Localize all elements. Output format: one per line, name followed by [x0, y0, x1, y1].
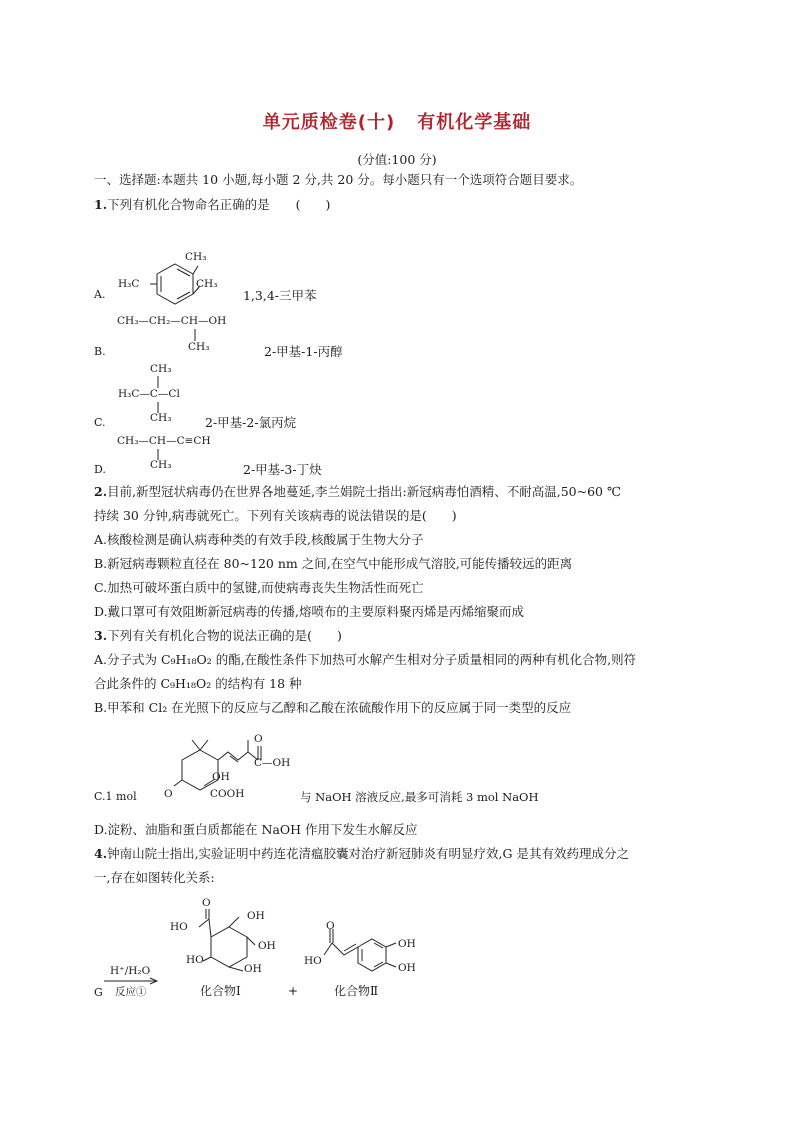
struct-a-ch3-top: CH₃: [185, 251, 207, 263]
c2-o: O: [326, 920, 335, 932]
question-3-option-a-line2: 合此条件的 C₉H₁₈O₂ 的结构有 18 种: [94, 676, 302, 691]
q3c-oh: OH: [212, 771, 230, 783]
section-heading: 一、选择题:本题共 10 小题,每小题 2 分,共 20 分。每小题只有一个选项符合题目要求。: [94, 172, 583, 187]
arrow-bottom-label: 反应①: [115, 986, 147, 998]
question-2-option-a: A.核酸检测是确认病毒种类的有效手段,核酸属于生物大分子: [94, 532, 424, 547]
question-2-line2: 持续 30 分钟,病毒就死亡。下列有关该病毒的说法错误的是( ): [94, 508, 457, 523]
compound-2-structure: [322, 925, 402, 981]
q3c-ketone-o: O: [164, 788, 173, 800]
question-3-option-a-line1: A.分子式为 C₉H₁₈O₂ 的酯,在酸性条件下加热可水解产生相对分子质量相同的两种有机化合物,则符: [94, 652, 637, 667]
struct-a-ch3-right: CH₃: [196, 278, 218, 290]
c2-ho: HO: [304, 955, 322, 967]
question-2-option-d: D.戴口罩可有效阻断新冠病毒的传播,熔喷布的主要原料聚丙烯是丙烯缩聚而成: [94, 604, 525, 619]
question-4-line2: 一,存在如图转化关系:: [94, 870, 215, 885]
q3c-cooh: COOH: [210, 788, 245, 800]
question-3-option-d: D.淀粉、油脂和蛋白质都能在 NaOH 作用下发生水解反应: [94, 822, 418, 837]
struct-c-bottom: CH₃: [150, 412, 172, 424]
question-3-option-c-label: C.1 mol: [94, 790, 137, 803]
struct-d-branch: CH₃: [150, 459, 172, 471]
option-a-name: 1,3,4-三甲苯: [243, 288, 317, 303]
page-title: [0, 108, 794, 134]
question-2-option-b: B.新冠病毒颗粒直径在 80~120 nm 之间,在空气中能形成气溶胶,可能传播较远的距离: [94, 556, 573, 571]
struct-d-main: CH₃—CH—C≡CH: [117, 435, 211, 447]
struct-c-top: CH₃: [150, 363, 172, 375]
struct-a-h3c: H₃C: [118, 278, 140, 290]
c1-o: O: [202, 897, 211, 909]
question-3-option-c-text: 与 NaOH 溶液反应,最多可消耗 3 mol NaOH: [300, 790, 539, 804]
c2-oh-1: OH: [398, 938, 416, 950]
struct-c-main: H₃C—C—Cl: [118, 388, 180, 400]
title-part-2: 有机化学基础: [417, 112, 532, 133]
question-4-line1: 4.钟南山院士指出,实验证明中药连花清瘟胶囊对治疗新冠肺炎有明显疗效,G 是其有效药理成分之: [94, 846, 629, 861]
question-1: 1.下列有机化合物命名正确的是 ( ): [94, 197, 331, 212]
q3c-o-top: O: [254, 733, 263, 745]
c1-oh-1: OH: [247, 910, 265, 922]
arrow-top-label: H⁺/H₂O: [110, 965, 151, 977]
structure-a-ring: [150, 262, 200, 308]
option-b-name: 2-甲基-1-丙醇: [264, 344, 343, 359]
c1-ho-bottom: HO: [186, 954, 204, 966]
exam-page: 单元质检卷(十) 有机化学基础 (分值:100 分) 一、选择题:本题共 10 小题,每小题 2 分,共 20 分。每小题只有一个选项符合题目要求。 1.下列有机化合物命名正确的是 ( ) A. CH₃ H₃C CH₃ 1,3,4-三甲苯 CH₃—CH₂—CH—OH B. CH₃ 2-甲基-1-丙醇 CH₃ H₃C—C—Cl C. CH₃ 2-甲基-2-氯丙烷 CH₃—CH—C≡CH D. CH₃ 2-甲基-3-丁炔 2.目前,新型冠状病毒仍在世界各地蔓延,李兰娟院士指出:新冠病毒怕酒精、不耐高温,50~60 ℃ 持续 30 分钟,病毒就死亡。下列有关该病毒的说法错误的是( ) A.核酸检测是确认病毒种类的有效手段,核酸属于生物大分子 B.新冠病毒颗粒直径在 80~120 nm 之间,在空气中能形成气溶胶,可能传播较远的距离 C.加热可破坏蛋白质中的氢键,而使病毒丧失生物活性而死亡 D.戴口罩可有效阻断新冠病毒的传播,熔喷布的主要原料聚丙烯是丙烯缩聚而成 3.下列有关有机化合物的说法正确的是( ) A.分子式为 C₉H₁₈O₂ 的酯,在酸性条件下加热可水解产生相对分子质量相同的两种有机化合物,则符 合此条件的 C₉H₁₈O₂ 的结构有 18 种 B.甲苯和 Cl₂ 在光照下的反应与乙醇和乙酸在浓硫酸作用下的反应属于同一类型的反应 O C—OH OH COOH O C.1 mol 与 NaOH 溶液反应,最多可消耗 3 mol NaOH D.淀粉、油脂和蛋白质都能在 NaOH 作用下发生水解反应 4.钟南山院士指出,实验证明中药连花清瘟胶囊对治疗新冠肺炎有明显疗效,G 是其有效药理成分之 一,存在如图转化关系: G H⁺/H₂O 反应① O HO HO OH OH OH 化合物Ⅰ + O HO OH OH 化合物Ⅱ: [0, 0, 794, 1123]
struct-b-branch: CH₃: [188, 341, 210, 353]
struct-c-bond-top: [157, 376, 161, 388]
c1-oh-2: OH: [258, 940, 276, 952]
score-note: (分值:100 分): [357, 152, 437, 167]
struct-b-main: CH₃—CH₂—CH—OH: [117, 315, 227, 327]
question-3-option-b: B.甲苯和 Cl₂ 在光照下的反应与乙醇和乙酸在浓硫酸作用下的反应属于同一类型的反应: [94, 700, 572, 715]
question-2-line1: 2.目前,新型冠状病毒仍在世界各地蔓延,李兰娟院士指出:新冠病毒怕酒精、不耐高温,50~60 ℃: [94, 484, 621, 499]
struct-b-bond: [194, 329, 198, 341]
reactant-g: G: [94, 986, 103, 999]
q3c-cooh-chain: C—OH: [254, 757, 291, 769]
title-part-1: 单元质检卷(十): [262, 112, 396, 133]
plus-sign: +: [288, 984, 299, 998]
question-2-option-c: C.加热可破坏蛋白质中的氢键,而使病毒丧失生物活性而死亡: [94, 580, 424, 595]
c2-oh-2: OH: [398, 962, 416, 974]
question-3: 3.下列有关有机化合物的说法正确的是( ): [94, 628, 342, 643]
c1-oh-3: OH: [244, 963, 262, 975]
c1-ho-left: HO: [170, 921, 188, 933]
option-c-name: 2-甲基-2-氯丙烷: [205, 415, 297, 430]
compound-2-name: 化合物Ⅱ: [334, 984, 379, 998]
compound-1-name: 化合物Ⅰ: [200, 984, 241, 998]
option-d-name: 2-甲基-3-丁炔: [243, 462, 322, 477]
